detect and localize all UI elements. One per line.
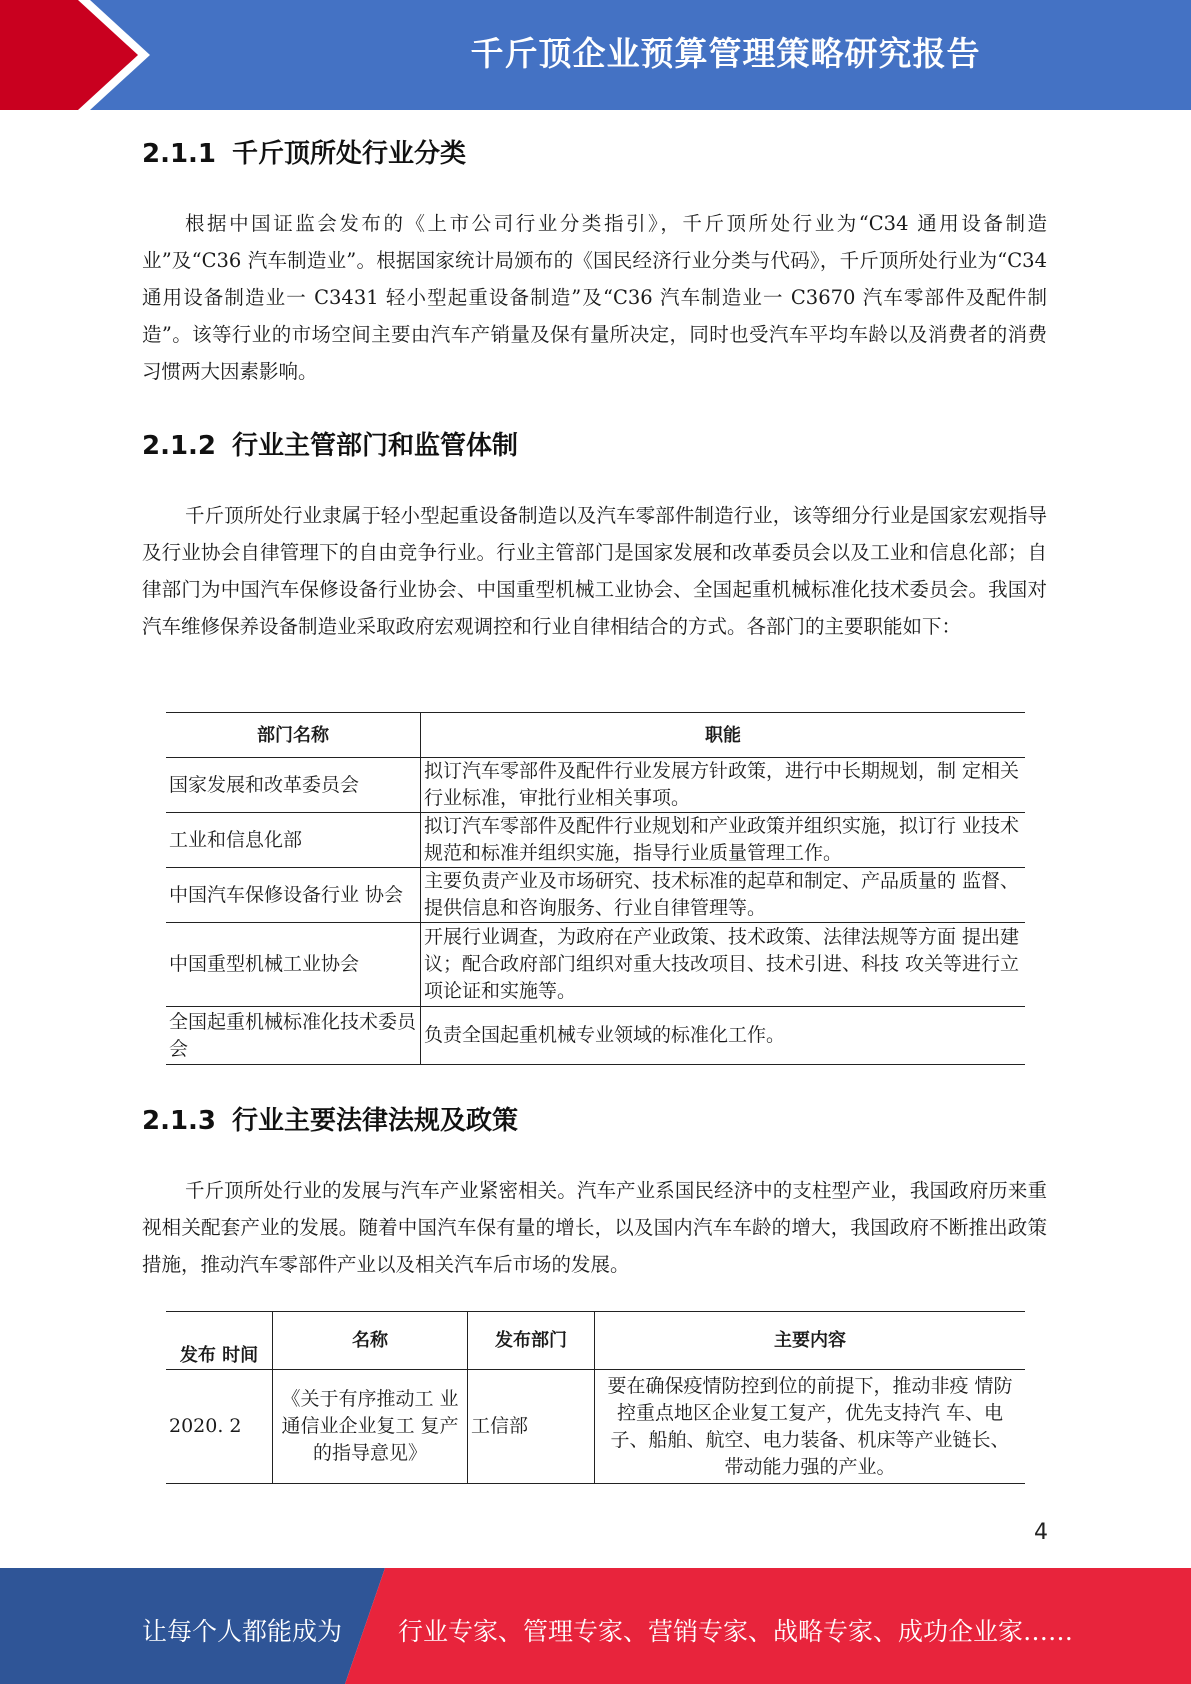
table-cell: 主要负责产业及市场研究、技术标准的起草和制定、产品质量的 监督、提供信息和咨询服务、行业自律管理等。 — [421, 868, 1026, 923]
section-number: 2.1.3 — [142, 1106, 217, 1136]
section-paragraph-2-1-2: 千斤顶所处行业隶属于轻小型起重设备制造以及汽车零部件制造行业，该等细分行业是国家宏观指导及行业协会自律管理下的自由竞争行业。行业主管部门是国家发展和改革委员会以及工业和信息化部；自律部门为中国汽车保修设备行业协会、中国重型机械工业协会、全国起重机械标准化技术委员会。我国对汽车维修保养设备制造业采取政府宏观调控和行业自律相结合的方式。各部门的主要职能如下： — [142, 504, 1047, 638]
table-cell: 拟订汽车零部件及配件行业规划和产业政策并组织实施，拟订行 业技术规范和标准并组织实施，指导行业质量管理工作。 — [421, 813, 1026, 868]
department-functions-table — [166, 712, 1025, 1065]
table-cell: 要在确保疫情防控到位的前提下，推动非疫 情防控重点地区企业复工复产，优先支持汽 车、电子、船舶、航空、电力装备、机床等产业链长、带动能力强的产业。 — [595, 1370, 1026, 1484]
section-title: 行业主要法律法规及政策 — [232, 1106, 519, 1136]
footer-slogan-right: 行业专家、管理专家、营销专家、战略专家、成功企业家…… — [398, 1617, 1074, 1646]
table-header-cell: 发布 时间 — [166, 1312, 273, 1370]
table-cell: 工业和信息化部 — [166, 813, 421, 868]
table-header-row — [166, 1312, 1025, 1370]
page-footer — [0, 1568, 1191, 1684]
section-number: 2.1.1 — [142, 139, 217, 169]
table-cell: 国家发展和改革委员会 — [166, 758, 421, 813]
table-row — [166, 1007, 1025, 1065]
table-header-cell: 名称 — [273, 1312, 468, 1370]
page-header — [0, 0, 1191, 110]
section-heading-2-1-1 — [142, 133, 466, 170]
table-header-cell: 发布部门 — [468, 1312, 595, 1370]
section-paragraph-2-1-1: 根据中国证监会发布的《上市公司行业分类指引》，千斤顶所处行业为“C34 通用设备制造业”及“C36 汽车制造业”。根据国家统计局颁布的《国民经济行业分类与代码》，千斤顶所处行业为“C34 通用设备制造业一 C3431 轻小型起重设备制造”及“C36 汽车制造业一 C3670 汽车零部件及配件制造”。该等行业的市场空间主要由汽车产销量及保有量所决定，同时也受汽车平均车龄以及消费者的消费习惯两大因素影响。 — [142, 212, 1047, 383]
table-cell: 工信部 — [468, 1370, 595, 1484]
section-heading-2-1-3 — [142, 1100, 518, 1137]
table-cell: 开展行业调查，为政府在产业政策、技术政策、法律法规等方面 提出建议；配合政府部门组织对重大技改项目、技术引进、科技 攻关等进行立项论证和实施等。 — [421, 923, 1026, 1007]
table-header-cell: 主要内容 — [595, 1312, 1026, 1370]
section-title: 千斤顶所处行业分类 — [232, 139, 467, 169]
table-header-cell: 职能 — [421, 713, 1026, 758]
footer-slogan-left: 让每个人都能成为 — [142, 1617, 343, 1646]
section-title: 行业主管部门和监管体制 — [232, 431, 519, 461]
table-row — [166, 1370, 1025, 1484]
table-cell: 负责全国起重机械专业领域的标准化工作。 — [421, 1007, 1026, 1065]
section-number: 2.1.2 — [142, 431, 217, 461]
section-heading-2-1-2 — [142, 425, 518, 462]
table-row — [166, 868, 1025, 923]
table-cell: 2020. 2 — [166, 1370, 273, 1484]
table-row — [166, 758, 1025, 813]
section-paragraph-2-1-3: 千斤顶所处行业的发展与汽车产业紧密相关。汽车产业系国民经济中的支柱型产业，我国政府历来重视相关配套产业的发展。随着中国汽车保有量的增长，以及国内汽车车龄的增大，我国政府不断推出政策措施，推动汽车零部件产业以及相关汽车后市场的发展。 — [142, 1179, 1047, 1276]
table-row — [166, 923, 1025, 1007]
table-header-row — [166, 713, 1025, 758]
table-cell: 拟订汽车零部件及配件行业发展方针政策，进行中长期规划，制 定相关行业标准，审批行业相关事项。 — [421, 758, 1026, 813]
header-title: 千斤顶企业预算管理策略研究报告 — [470, 34, 981, 73]
table-cell: 中国重型机械工业协会 — [166, 923, 421, 1007]
page-number: 4 — [1034, 1520, 1048, 1545]
table-row — [166, 813, 1025, 868]
table-cell: 中国汽车保修设备行业 协会 — [166, 868, 421, 923]
table-cell: 全国起重机械标准化技术委员会 — [166, 1007, 421, 1065]
table-header-cell: 部门名称 — [166, 713, 421, 758]
table-cell: 《关于有序推动工 业通信业企业复工 复产的指导意见》 — [273, 1370, 468, 1484]
policy-table — [166, 1311, 1025, 1484]
